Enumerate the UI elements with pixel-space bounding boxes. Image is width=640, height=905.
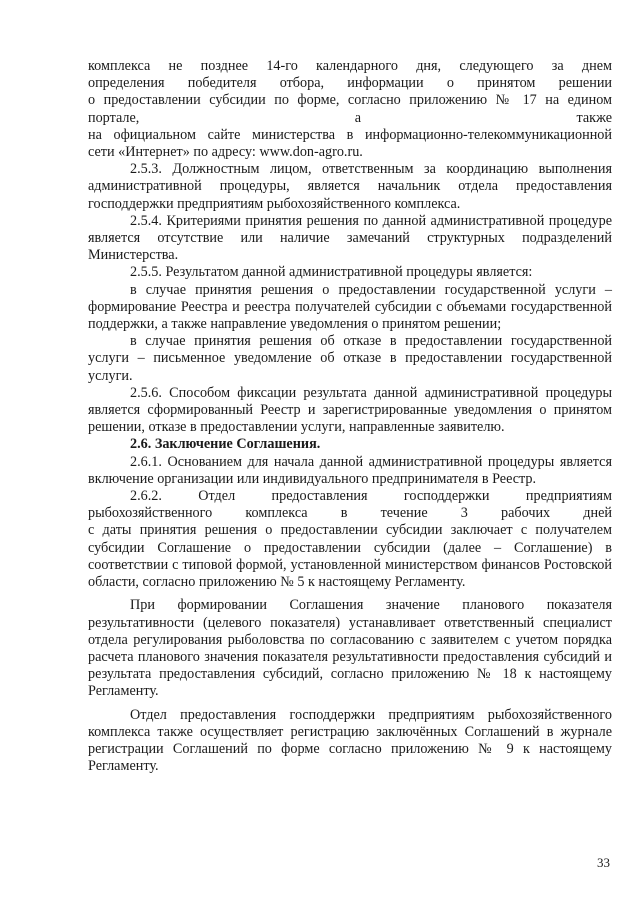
section-heading-2-6: 2.6. Заключение Соглашения. <box>130 436 321 453</box>
paragraph-2-5-5: 2.5.5. Результатом данной административной процедуры является: <box>130 264 533 281</box>
text-line: о предоставлении субсидии по форме, согласно приложению № 17 на едином <box>88 92 612 109</box>
paragraph-2-5-3: 2.5.3. Должностным лицом, ответственным за координацию выполнения административной процедуры, является начальник отдела предоставления господдержки предприятиям рыбохозяйственного комплекса. <box>88 161 612 212</box>
paragraph-2-6-2-rest: с даты принятия решения о предоставлении субсидии заключает с получателем субсидии Соглашение о предоставлении субсидии (далее – Соглашение) в соответствии с типовой формой, установленной министерством финансов Ростовской области, согласно приложению № 5 к настоящему Регламенту. <box>88 522 612 591</box>
paragraph-2-5-5-b: в случае принятия решения об отказе в предоставлении государственной услуги – письменное уведомление об отказе в предоставлении государственной услуги. <box>88 333 612 384</box>
paragraph-2-6-2-line: 2.6.2. Отдел предоставления господдержки предприятиям <box>130 488 612 505</box>
paragraph-formation: При формировании Соглашения значение планового показателя результативности (целевого показателя) устанавливает ответственный специалист отдела регулирования рыболовства по согласованию с заявителем с учетом порядка расчета планового значения показателя результативности предоставления субсидий и результата предоставления субсидий, согласно приложению № 18 к настоящему Регламенту. <box>88 597 612 700</box>
paragraph-registration: Отдел предоставления господдержки предприятиям рыбохозяйственного комплекса также осуществляет регистрацию заключённых Соглашений в журнале регистрации Соглашений по форме согласно приложению № 9 к настоящему Регламенту. <box>88 706 612 775</box>
paragraph-2-5-6: 2.5.6. Способом фиксации результата данной административной процедуры является сформированный Реестр и зарегистрированные уведомления о принятом решении, отказе в предоставлении услуги, направленные заявителю. <box>88 384 612 436</box>
text-line: комплекса не позднее 14-го календарного дня, следующего за днем <box>88 58 612 74</box>
paragraph-2-5-4: 2.5.4. Критериями принятия решения по данной административной процедуре является отсутствие или наличие замечаний структурных подразделений Министерства. <box>88 212 612 264</box>
text-line: определения победителя отбора, информации о принятом решении <box>88 75 612 92</box>
text-line: на официальном сайте министерства в информационно-телекоммуникационной <box>88 126 612 143</box>
text-line: сети «Интернет» по адресу: www.don-agro.ru. <box>88 144 363 161</box>
paragraph-2-5-5-a: в случае принятия решения о предоставлении государственной услуги – формирование Реестра и реестра получателей субсидии с объемами государственной поддержки, а также направление уведомления о принятом решении; <box>88 281 612 333</box>
paragraph-2-6-2-line: рыбохозяйственного комплекса в течение 3 рабочих дней <box>88 505 612 522</box>
paragraph-2-6-1: 2.6.1. Основанием для начала данной административной процедуры является включение организации или индивидуального предпринимателя в Реестр. <box>88 453 612 487</box>
document-page <box>88 58 612 775</box>
page-number: 33 <box>597 855 610 870</box>
text-line: портале, а также <box>88 109 612 126</box>
